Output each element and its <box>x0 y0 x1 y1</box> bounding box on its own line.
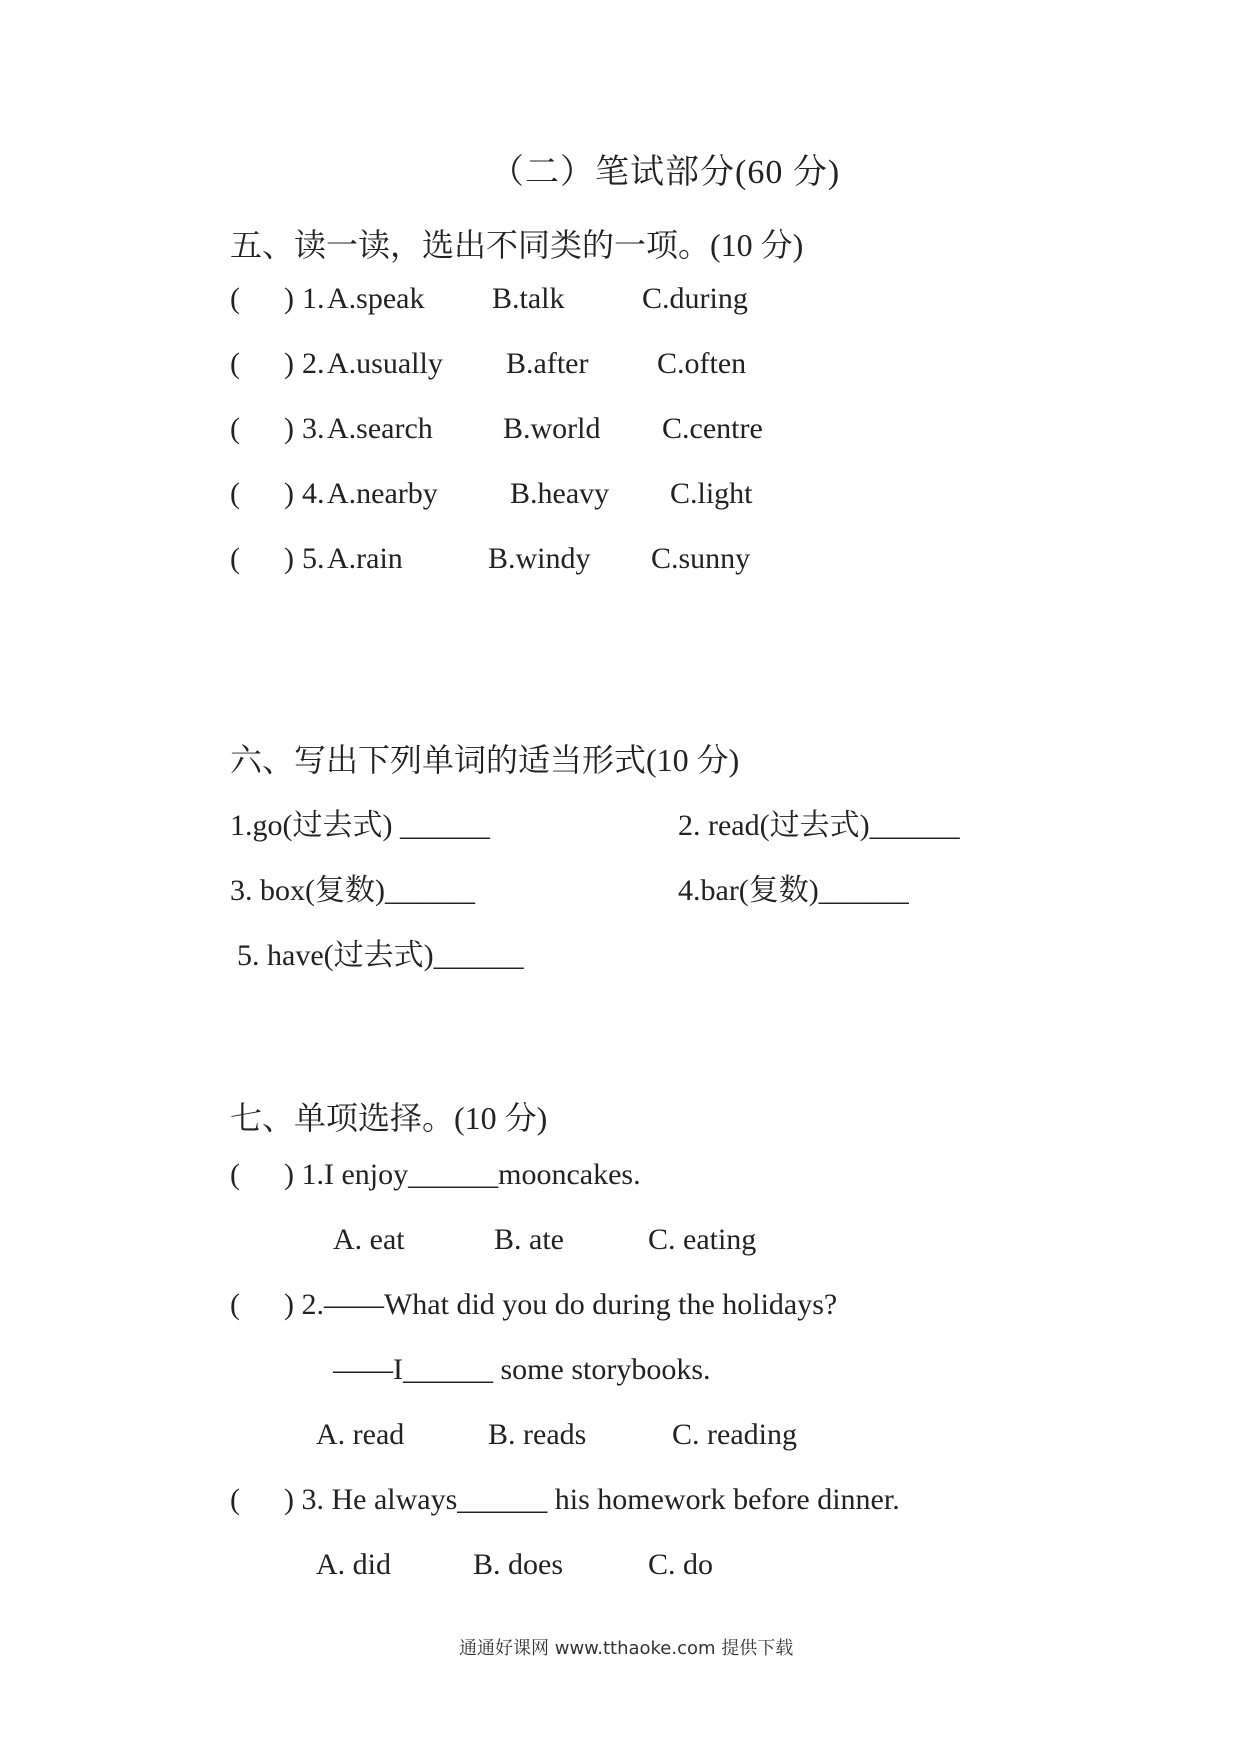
option-b: B.windy <box>488 542 591 575</box>
question-stem: ) 2.——What did you do during the holidays? <box>284 1288 838 1321</box>
option-c: C.light <box>670 477 753 510</box>
question-stem: ) 3. He always______ his homework before dinner. <box>284 1483 900 1516</box>
question-line: ——I______ some storybooks. <box>333 1353 711 1386</box>
answer-paren-close: ) <box>284 412 294 445</box>
option-b: B.heavy <box>510 477 610 510</box>
answer-paren-open: ( <box>230 282 240 315</box>
answer-paren-close: ) <box>284 542 294 575</box>
option-c: C. do <box>648 1548 714 1581</box>
answer-paren-close: ) <box>284 347 294 380</box>
item-number: 5. <box>302 542 325 575</box>
answer-paren-open: ( <box>230 542 240 575</box>
section-6-heading: 六、写出下列单词的适当形式(10 分) <box>230 742 740 778</box>
answer-paren-open: ( <box>230 347 240 380</box>
option-b: B.world <box>503 412 601 445</box>
question-stem: ) 1.I enjoy______mooncakes. <box>284 1158 641 1191</box>
option-c: C. reading <box>672 1418 797 1451</box>
footer-credit: 通通好课网 www.tthaoke.com 提供下载 <box>459 1638 794 1659</box>
item-number: 2. <box>302 347 325 380</box>
answer-paren-close: ) <box>284 477 294 510</box>
answer-paren-open: ( <box>230 477 240 510</box>
word-form-item: 2. read(过去式)______ <box>678 809 960 842</box>
answer-paren-open: ( <box>230 1158 240 1191</box>
answer-paren-close: ) <box>284 282 294 315</box>
option-a: A. read <box>316 1418 405 1451</box>
option-b: B.talk <box>492 282 565 315</box>
word-form-item: 1.go(过去式) ______ <box>230 809 490 842</box>
option-b: B. ate <box>494 1223 564 1256</box>
option-b: B.after <box>506 347 589 380</box>
option-a: A. did <box>316 1548 391 1581</box>
option-a: A.search <box>327 412 433 445</box>
option-c: C. eating <box>648 1223 757 1256</box>
option-b: B. reads <box>488 1418 587 1451</box>
option-a: A.usually <box>327 347 443 380</box>
option-a: A. eat <box>333 1223 405 1256</box>
item-number: 3. <box>302 412 325 445</box>
option-a: A.speak <box>327 282 425 315</box>
option-c: C.during <box>642 282 748 315</box>
option-c: C.often <box>657 347 747 380</box>
word-form-item: 3. box(复数)______ <box>230 874 475 907</box>
option-b: B. does <box>473 1548 563 1581</box>
option-c: C.sunny <box>651 542 751 575</box>
word-form-item: 4.bar(复数)______ <box>678 874 909 907</box>
option-a: A.nearby <box>327 477 438 510</box>
answer-paren-open: ( <box>230 412 240 445</box>
page-title: （二）笔试部分(60 分) <box>490 154 841 191</box>
section-7-heading: 七、单项选择。(10 分) <box>230 1100 548 1136</box>
section-5-heading: 五、读一读，选出不同类的一项。(10 分) <box>230 227 804 263</box>
answer-paren-open: ( <box>230 1483 240 1516</box>
item-number: 4. <box>302 477 325 510</box>
item-number: 1. <box>302 282 325 315</box>
option-a: A.rain <box>327 542 403 575</box>
word-form-item: 5. have(过去式)______ <box>237 939 524 972</box>
option-c: C.centre <box>662 412 763 445</box>
answer-paren-open: ( <box>230 1288 240 1321</box>
